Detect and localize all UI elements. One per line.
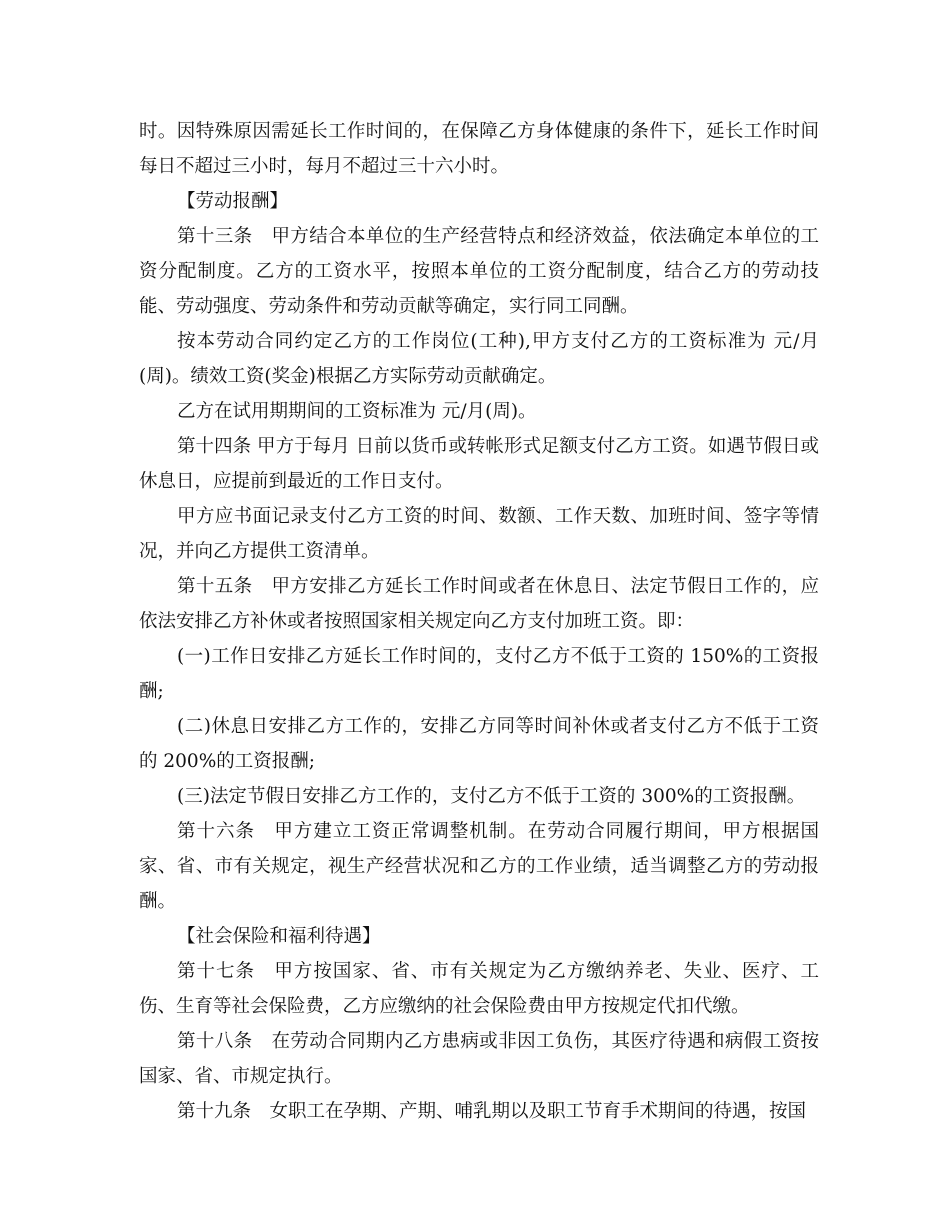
list-item: (一)工作日安排乙方延长工作时间的，支付乙方不低于工资的 150%的工资报酬; [139, 646, 819, 702]
list-item: (三)法定节假日安排乙方工作的，支付乙方不低于工资的 300%的工资报酬。 [177, 786, 806, 807]
section-heading: 【社会保险和福利待遇】 [177, 926, 381, 947]
paragraph: 按本劳动合同约定乙方的工作岗位(工种),甲方支付乙方的工资标准为 元/月(周)。绩效工资(奖金)根据乙方实际劳动贡献确定。 [139, 331, 819, 387]
paragraph: 第十五条 甲方安排乙方延长工作时间或者在休息日、法定节假日工作的，应依法安排乙方补休或者按照国家相关规定向乙方支付加班工资。即： [139, 576, 819, 632]
paragraph: 第十四条 甲方于每月 日前以货币或转帐形式足额支付乙方工资。如遇节假日或休息日，应提前到最近的工作日支付。 [139, 436, 819, 492]
paragraph: 乙方在试用期期间的工资标准为 元/月(周)。 [177, 401, 537, 422]
paragraph: 第十八条 在劳动合同期内乙方患病或非因工负伤，其医疗待遇和病假工资按国家、省、市规定执行。 [139, 1031, 819, 1087]
paragraph: 第十九条 女职工在孕期、产期、哺乳期以及职工节育手术期间的待遇，按国 [177, 1101, 807, 1122]
paragraph: 第十七条 甲方按国家、省、市有关规定为乙方缴纳养老、失业、医疗、工伤、生育等社会保险费，乙方应缴纳的社会保险费由甲方按规定代扣代缴。 [139, 961, 819, 1017]
section-heading: 【劳动报酬】 [177, 191, 289, 212]
paragraph: 第十六条 甲方建立工资正常调整机制。在劳动合同履行期间，甲方根据国家、省、市有关规定，视生产经营状况和乙方的工作业绩，适当调整乙方的劳动报酬。 [139, 821, 819, 912]
paragraph: 时。因特殊原因需延长工作时间的，在保障乙方身体健康的条件下，延长工作时间每日不超过三小时，每月不超过三十六小时。 [139, 121, 819, 177]
list-item: (二)休息日安排乙方工作的，安排乙方同等时间补休或者支付乙方不低于工资的 200%的工资报酬; [139, 716, 819, 772]
paragraph: 第十三条 甲方结合本单位的生产经营特点和经济效益，依法确定本单位的工资分配制度。乙方的工资水平，按照本单位的工资分配制度，结合乙方的劳动技能、劳动强度、劳动条件和劳动贡献等确定，实行同工同酬。 [139, 226, 819, 317]
document-body [139, 114, 819, 1129]
paragraph: 甲方应书面记录支付乙方工资的时间、数额、工作天数、加班时间、签字等情况，并向乙方提供工资清单。 [139, 506, 819, 562]
